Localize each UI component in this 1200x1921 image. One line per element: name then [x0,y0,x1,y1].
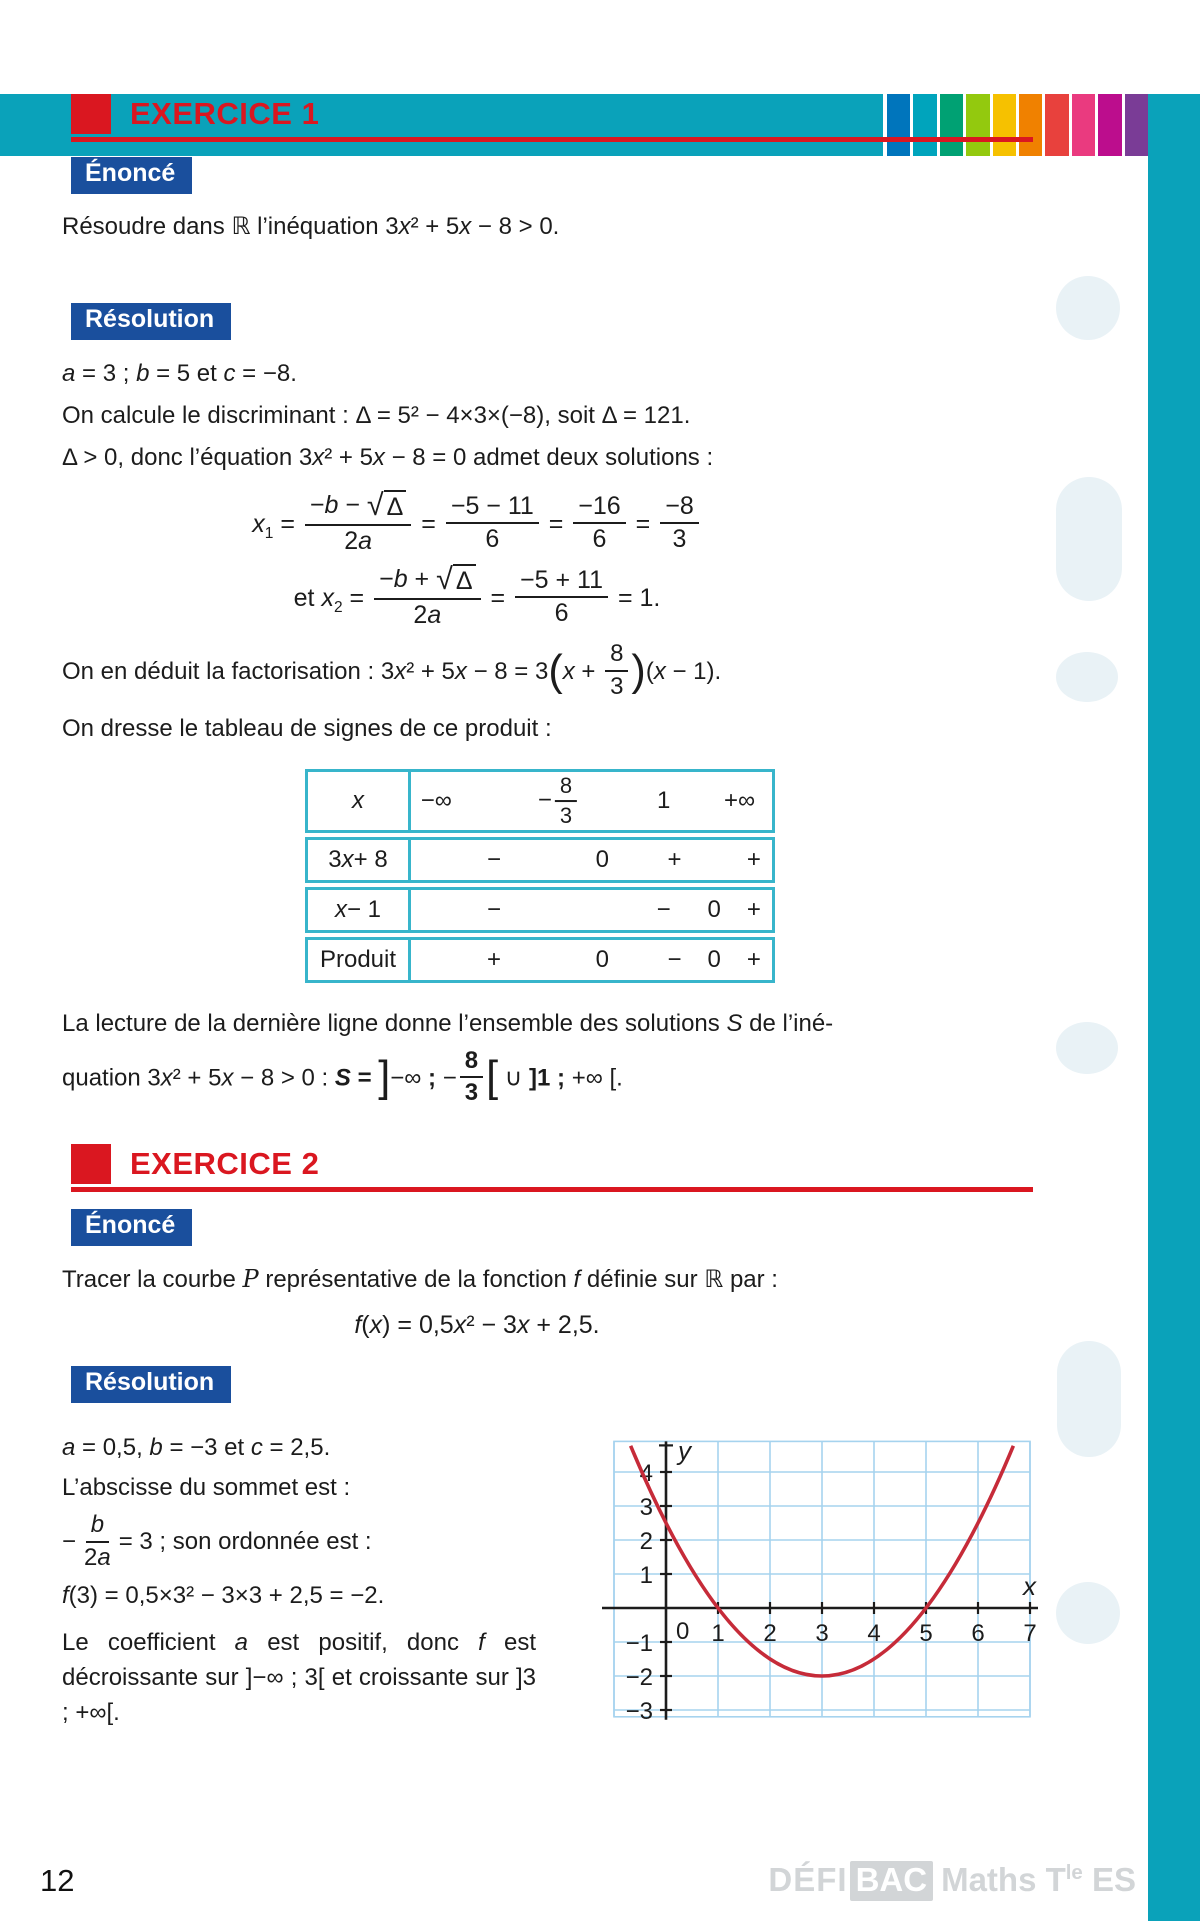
exercise2-header [71,1144,1033,1192]
svg-text:−2: −2 [625,1663,653,1691]
exercise1-statement: Résoudre dans ℝ l’inéquation 3x² + 5x − 8 > 0. [62,213,560,240]
exercise2-statement: Tracer la courbe P représentative de la fonction f définie sur ℝ par : [62,1264,778,1293]
svg-text:3: 3 [639,1493,653,1521]
svg-text:2: 2 [763,1619,777,1647]
svg-text:2: 2 [639,1527,653,1555]
sign-row-cells [411,840,772,880]
svg-text:1: 1 [711,1619,725,1647]
brand-suffix: Maths $T^{le}$ ES [941,1861,1136,1898]
sign-cell: + [746,896,761,923]
line-discriminant: On calcule le discriminant : Δ = 5² − 4×3×(−8), soit Δ = 121. [62,402,691,429]
exercise2-title: EXERCICE 2 [130,1145,320,1181]
sign-table-row [305,887,775,933]
line-delta: Δ > 0, donc l’équation 3x² + 5x − 8 = 0 admet deux solutions : [62,444,714,471]
sign-table [305,769,775,983]
exercise2-resolution [62,1415,1040,1733]
line-coefficients: a = 0,5, b = −3 et c = 2,5. [62,1433,331,1461]
enonce-badge: Énoncé [71,157,192,194]
page-number: 12 [40,1863,75,1898]
line-abscisse-formule: − $\frac{b}{2a}$ = 3 ; son ordonnée est : [62,1511,372,1571]
resolution-text-column [62,1415,536,1733]
sign-table-row [305,769,775,833]
line-f3: f(3) = 0,5×3² − 3×3 + 2,5 = −2. [62,1581,385,1609]
equation-x1: $x_1$ = −b − √ Δ 2a = $\frac{-5 - 11}{6}$ = $\frac{-16}{6}$ = $\frac{-8}{3}$ [62,487,892,561]
sign-cell: 0 [707,896,721,923]
svg-text:3: 3 [815,1619,829,1647]
sign-table-row [305,937,775,983]
exercise1-header [71,94,1033,142]
parabola-graph [594,1431,1038,1733]
resolution-badge: Résolution [71,303,231,340]
sign-cell: 0 [595,946,610,973]
sign-row-cells [411,890,772,930]
sign-cell: − [487,896,502,923]
conclusion-line2: quation 3x² + 5x − 8 > 0 : S = ]−∞ ; − $\frac{8}{3}$ [ ∪ ]1 ; +∞ [. [62,1047,623,1107]
sign-row-cells [411,772,772,830]
svg-text:x: x [1023,1570,1036,1601]
function-equation: f(x) = 0,5x² − 3x + 2,5. [354,1310,600,1339]
brand-defi: DÉFI [768,1861,848,1898]
sign-cell: − [667,946,682,973]
svg-text:4: 4 [639,1459,653,1487]
exercise1-title: EXERCICE 1 [130,96,320,131]
svg-text:−3: −3 [625,1697,653,1725]
sign-table-row [305,837,775,883]
sign-cell: 1 [657,787,671,814]
red-square-marker [71,94,111,134]
sign-cell: + [746,946,761,973]
sign-row-label: x − 1 [308,890,411,930]
sign-cell: + [667,846,682,873]
svg-text:y: y [678,1435,691,1466]
line-coefficients: a = 3 ; b = 5 et c = −8. [62,360,297,387]
sign-cell: − $\frac{8}{3}$ [538,773,580,829]
sign-cell: 0 [595,846,610,873]
resolution-badge: Résolution [71,1366,231,1403]
sign-row-label: Produit [308,940,411,980]
equation-x2: et $x_2$ = −b + √ Δ 2a = $\frac{-5 + 11}{6}$ = 1. [293,562,661,629]
brand-logo [768,1861,1136,1901]
line-factorisation: On en déduit la factorisation : 3x² + 5x − 8 = 3(x + $\frac{8}{3}$ )(x − 1). [62,640,722,700]
line-sommet: L’abscisse du sommet est : [62,1473,351,1501]
red-square-marker [71,1144,111,1184]
svg-text:5: 5 [919,1619,933,1647]
conclusion-line1: La lecture de la dernière ligne donne l’ensemble des solutions S de l’iné- [62,1010,834,1037]
brand-bac: BAC [850,1861,934,1901]
sign-cell: + [746,846,761,873]
sign-cell: − [487,846,502,873]
sign-row-cells [411,940,772,980]
sign-row-label: 3 x + 8 [308,840,411,880]
sign-cell: +∞ [723,787,756,814]
content [0,94,1200,1733]
enonce-badge: Énoncé [71,1209,192,1246]
sign-cell: 0 [707,946,721,973]
svg-text:−1: −1 [625,1629,653,1657]
svg-text:6: 6 [971,1619,985,1647]
sign-row-label: x [308,772,411,830]
svg-text:0: 0 [676,1617,690,1645]
sign-cell: − [656,896,671,923]
svg-text:7: 7 [1023,1619,1037,1647]
svg-text:1: 1 [639,1561,653,1589]
page [0,94,1200,1898]
sign-cell: + [487,946,502,973]
paragraph-variations: Le coefficient a est positif, donc f est décroissante sur ]−∞ ; 3[ et croissante sur ]3 ; +∞[. [62,1628,537,1726]
svg-text:4: 4 [867,1619,881,1647]
sign-cell: −∞ [420,787,452,814]
line-table-intro: On dresse le tableau de signes de ce produit : [62,715,552,742]
